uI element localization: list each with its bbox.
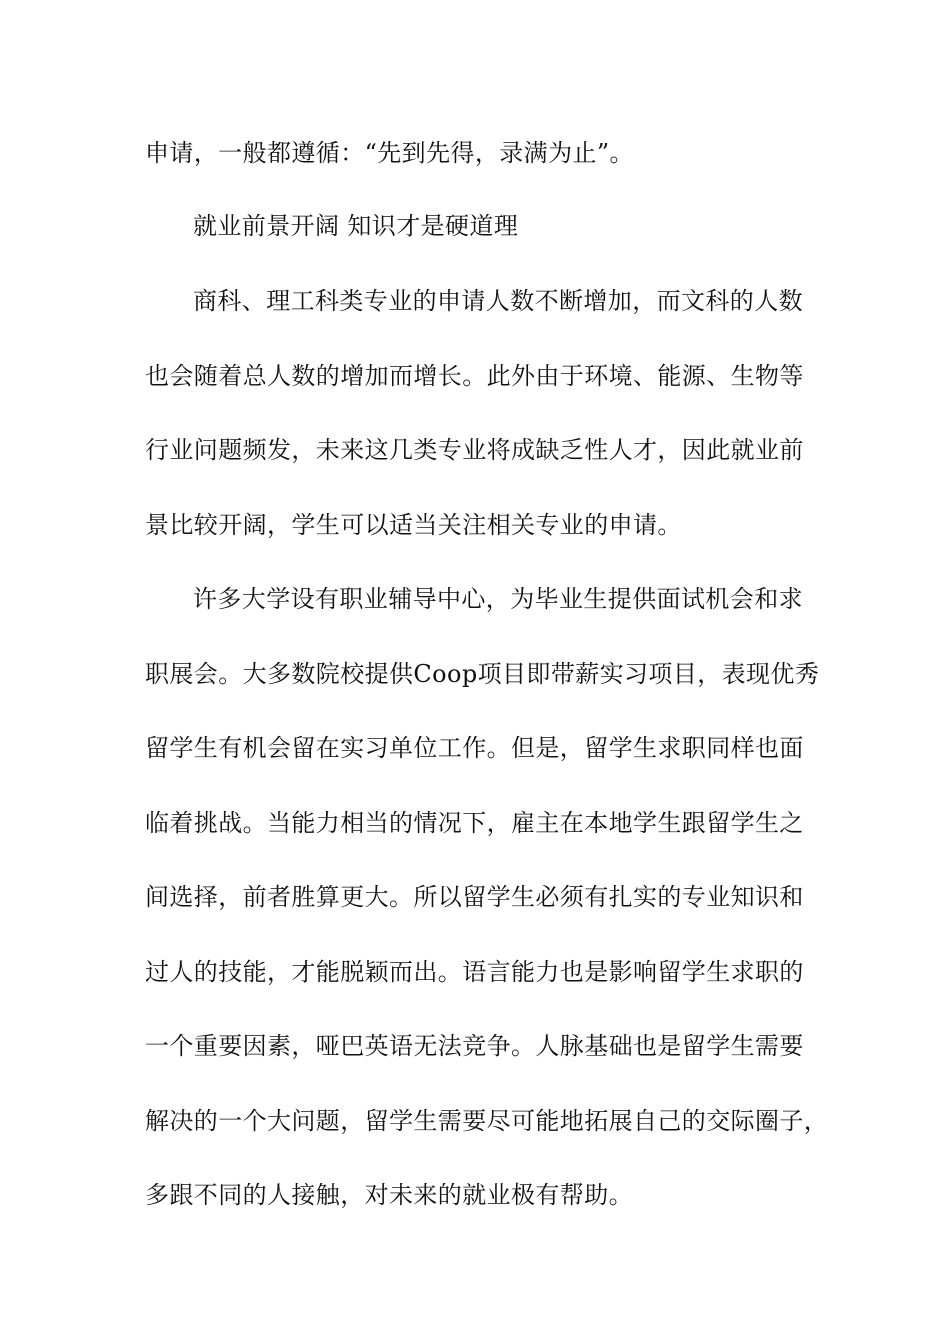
text-line: 间选择，前者胜算更大。所以留学生必须有扎实的专业知识和 — [145, 883, 804, 911]
text-line: 多跟不同的人接触，对未来的就业极有帮助。 — [145, 1181, 633, 1209]
text-line: 过人的技能，才能脱颖而出。语言能力也是影响留学生求职的 — [145, 958, 804, 986]
text-line: 行业问题频发，未来这几类专业将成缺乏性人才，因此就业前 — [145, 436, 804, 464]
text-line: 景比较开阔，学生可以适当关注相关专业的申请。 — [145, 511, 682, 539]
text-line: 许多大学设有职业辅导中心，为毕业生提供面试机会和求 — [193, 585, 803, 613]
section-heading: 就业前景开阔 知识才是硬道理 — [193, 212, 519, 240]
text-line: 解决的一个大问题，留学生需要尽可能地拓展自己的交际圈子， — [145, 1107, 829, 1135]
text-line: 一个重要因素，哑巴英语无法竞争。人脉基础也是留学生需要 — [145, 1032, 804, 1060]
text-line: 也会随着总人数的增加而增长。此外由于环境、能源、生物等 — [145, 362, 804, 390]
text-line: 职展会。大多数院校提供Coop项目即带薪实习项目，表现优秀 — [145, 660, 820, 688]
text-line: 商科、理工科类专业的申请人数不断增加，而文科的人数 — [193, 287, 803, 315]
text-line: 临着挑战。当能力相当的情况下，雇主在本地学生跟留学生之 — [145, 809, 804, 837]
text-line: 申请，一般都遵循：“先到先得，录满为止”。 — [145, 139, 634, 167]
text-line: 留学生有机会留在实习单位工作。但是，留学生求职同样也面 — [145, 734, 804, 762]
